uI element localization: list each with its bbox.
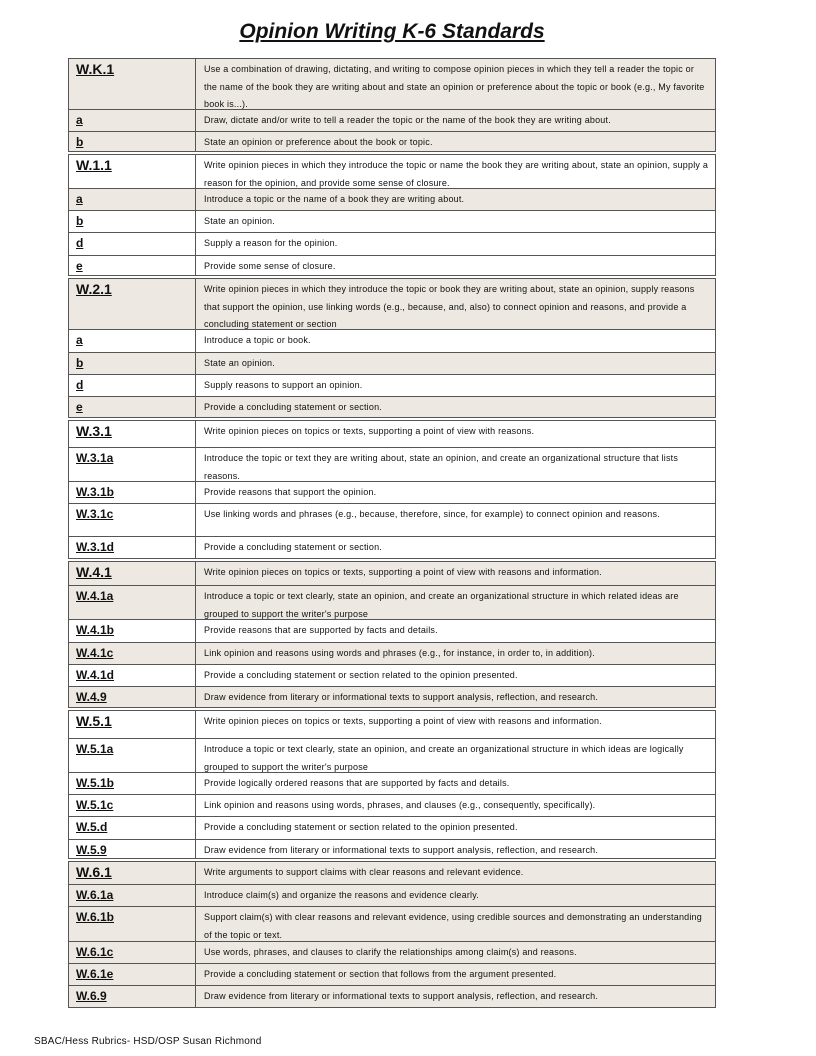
standard-code: W.3.1c [69, 504, 196, 536]
standard-group [68, 420, 716, 559]
standard-row [69, 481, 715, 503]
standard-row [69, 619, 715, 642]
standard-row [69, 109, 715, 131]
standard-code: b [69, 132, 196, 151]
standard-code: W.5.1c [69, 795, 196, 816]
standard-row [69, 816, 715, 839]
standard-code: W.K.1 [69, 59, 196, 109]
standard-row [69, 329, 715, 352]
standard-description: Write opinion pieces on topics or texts, supporting a point of view with reasons and information. [204, 567, 602, 577]
standard-row [69, 255, 715, 275]
standard-code: a [69, 330, 196, 352]
standard-description: State an opinion or preference about the book or topic. [204, 137, 433, 147]
standard-code: d [69, 375, 196, 396]
standard-row [69, 985, 715, 1007]
standard-code: W.4.1a [69, 586, 196, 619]
standard-code: W.5.9 [69, 840, 196, 858]
standard-code: W.6.9 [69, 986, 196, 1007]
standard-description: Support claim(s) with clear reasons and relevant evidence, using credible sources and demonstrating an understanding of the topic or text. [204, 912, 702, 940]
standard-group [68, 58, 716, 152]
standard-description: Link opinion and reasons using words and phrases (e.g., for instance, in order to, in addition). [204, 648, 595, 658]
standard-row [69, 839, 715, 858]
standard-description: Provide a concluding statement or section. [204, 542, 382, 552]
standard-group [68, 278, 716, 418]
standard-code: a [69, 189, 196, 210]
standard-description: State an opinion. [204, 216, 275, 226]
standard-description: Introduce a topic or text clearly, state an opinion, and create an organizational structure in which ideas are logically grouped to support the writer's purpose [204, 744, 684, 772]
standard-row [69, 562, 715, 585]
standard-description: Draw evidence from literary or informational texts to support analysis, reflection, and research. [204, 692, 599, 702]
standard-description: Introduce a topic or book. [204, 335, 311, 345]
standard-row [69, 447, 715, 481]
standard-code: W.5.d [69, 817, 196, 839]
standard-row [69, 155, 715, 188]
standard-description: Provide reasons that are supported by facts and details. [204, 625, 438, 635]
standard-description: Link opinion and reasons using words, phrases, and clauses (e.g., consequently, specifically). [204, 800, 596, 810]
standard-description: Use a combination of drawing, dictating, and writing to compose opinion pieces in which they tell a reader the topic or the name of the book they are writing about and state an opinion or preference about the topic or book (e.g., My favorite book is...). [204, 64, 705, 109]
standard-code: W.6.1a [69, 885, 196, 906]
page-footer: SBAC/Hess Rubrics- HSD/OSP Susan Richmond [34, 1036, 262, 1047]
standards-table [68, 58, 716, 1010]
standard-description: Write opinion pieces in which they introduce the topic or name the book they are writing about, state an opinion, supply a reason for the opinion, and provide some sense of closure. [204, 160, 709, 188]
standard-description: Write opinion pieces on topics or texts, supporting a point of view with reasons. [204, 426, 535, 436]
standard-row [69, 772, 715, 794]
standard-code: W.3.1 [69, 421, 196, 447]
standard-row [69, 503, 715, 536]
standard-row [69, 794, 715, 816]
standard-row [69, 210, 715, 232]
standard-row [69, 884, 715, 906]
standard-code: W.3.1d [69, 537, 196, 558]
standard-code: d [69, 233, 196, 255]
standard-row [69, 862, 715, 884]
standard-code: a [69, 110, 196, 131]
standard-row [69, 59, 715, 109]
standard-description: Introduce a topic or text clearly, state an opinion, and create an organizational structure in which related ideas are grouped to support the writer's purpose [204, 591, 679, 619]
standard-row [69, 536, 715, 558]
standard-group [68, 154, 716, 276]
standard-code: W.6.1e [69, 964, 196, 985]
standard-code: W.5.1b [69, 773, 196, 794]
standard-row [69, 686, 715, 707]
standard-code: W.5.1 [69, 711, 196, 738]
standard-code: W.6.1c [69, 942, 196, 963]
standard-code: W.4.1c [69, 643, 196, 664]
standard-description: Provide a concluding statement or section related to the opinion presented. [204, 670, 518, 680]
standard-row [69, 941, 715, 963]
standard-description: Write opinion pieces on topics or texts, supporting a point of view with reasons and information. [204, 716, 602, 726]
standard-row [69, 232, 715, 255]
standard-code: b [69, 353, 196, 374]
standard-description: Introduce claim(s) and organize the reasons and evidence clearly. [204, 890, 479, 900]
standard-row [69, 421, 715, 447]
standard-row [69, 279, 715, 329]
standard-code: W.4.1d [69, 665, 196, 686]
standard-row [69, 711, 715, 738]
standard-code: W.4.1 [69, 562, 196, 585]
standard-row [69, 352, 715, 374]
standard-row [69, 664, 715, 686]
standard-code: W.4.1b [69, 620, 196, 642]
standard-row [69, 188, 715, 210]
standard-description: Draw, dictate and/or write to tell a reader the topic or the name of the book they are writing about. [204, 115, 611, 125]
standard-code: W.3.1b [69, 482, 196, 503]
standard-description: Draw evidence from literary or informational texts to support analysis, reflection, and research. [204, 845, 599, 855]
standard-code: W.5.1a [69, 739, 196, 772]
standard-row [69, 396, 715, 417]
standard-description: Provide logically ordered reasons that are supported by facts and details. [204, 778, 510, 788]
standard-group [68, 861, 716, 1008]
standard-code: e [69, 397, 196, 417]
page-title: Opinion Writing K-6 Standards [239, 20, 545, 43]
standard-code: W.2.1 [69, 279, 196, 329]
standard-description: Provide a concluding statement or section that follows from the argument presented. [204, 969, 557, 979]
standard-row [69, 585, 715, 619]
standard-code: b [69, 211, 196, 232]
standard-description: Provide reasons that support the opinion. [204, 487, 377, 497]
standard-row [69, 642, 715, 664]
standard-description: Provide some sense of closure. [204, 261, 336, 271]
standard-code: W.4.9 [69, 687, 196, 707]
standard-description: Write opinion pieces in which they introduce the topic or book they are writing about, state an opinion, supply reasons that support the opinion, use linking words (e.g., because, and, also) to connect opinion and reasons, and provide a concluding statement or section [204, 284, 695, 329]
standard-code: W.1.1 [69, 155, 196, 188]
standard-description: Provide a concluding statement or section. [204, 402, 382, 412]
standard-row [69, 963, 715, 985]
standard-row [69, 131, 715, 151]
standard-code: W.6.1b [69, 907, 196, 941]
standard-row [69, 374, 715, 396]
standard-description: Introduce the topic or text they are writing about, state an opinion, and create an organizational structure that lists reasons. [204, 453, 679, 481]
standard-row [69, 738, 715, 772]
standard-description: Draw evidence from literary or informational texts to support analysis, reflection, and research. [204, 991, 599, 1001]
standard-description: Use linking words and phrases (e.g., because, therefore, since, for example) to connect opinion and reasons. [204, 509, 660, 519]
standard-description: State an opinion. [204, 358, 275, 368]
standard-description: Provide a concluding statement or section related to the opinion presented. [204, 822, 518, 832]
standard-row [69, 906, 715, 941]
standard-code: e [69, 256, 196, 275]
standard-code: W.3.1a [69, 448, 196, 481]
standard-description: Introduce a topic or the name of a book they are writing about. [204, 194, 465, 204]
standard-description: Supply reasons to support an opinion. [204, 380, 363, 390]
standard-group [68, 561, 716, 708]
standard-description: Supply a reason for the opinion. [204, 238, 338, 248]
standard-description: Write arguments to support claims with clear reasons and relevant evidence. [204, 867, 524, 877]
standard-group [68, 710, 716, 859]
standard-code: W.6.1 [69, 862, 196, 884]
standard-description: Use words, phrases, and clauses to clarify the relationships among claim(s) and reasons. [204, 947, 577, 957]
